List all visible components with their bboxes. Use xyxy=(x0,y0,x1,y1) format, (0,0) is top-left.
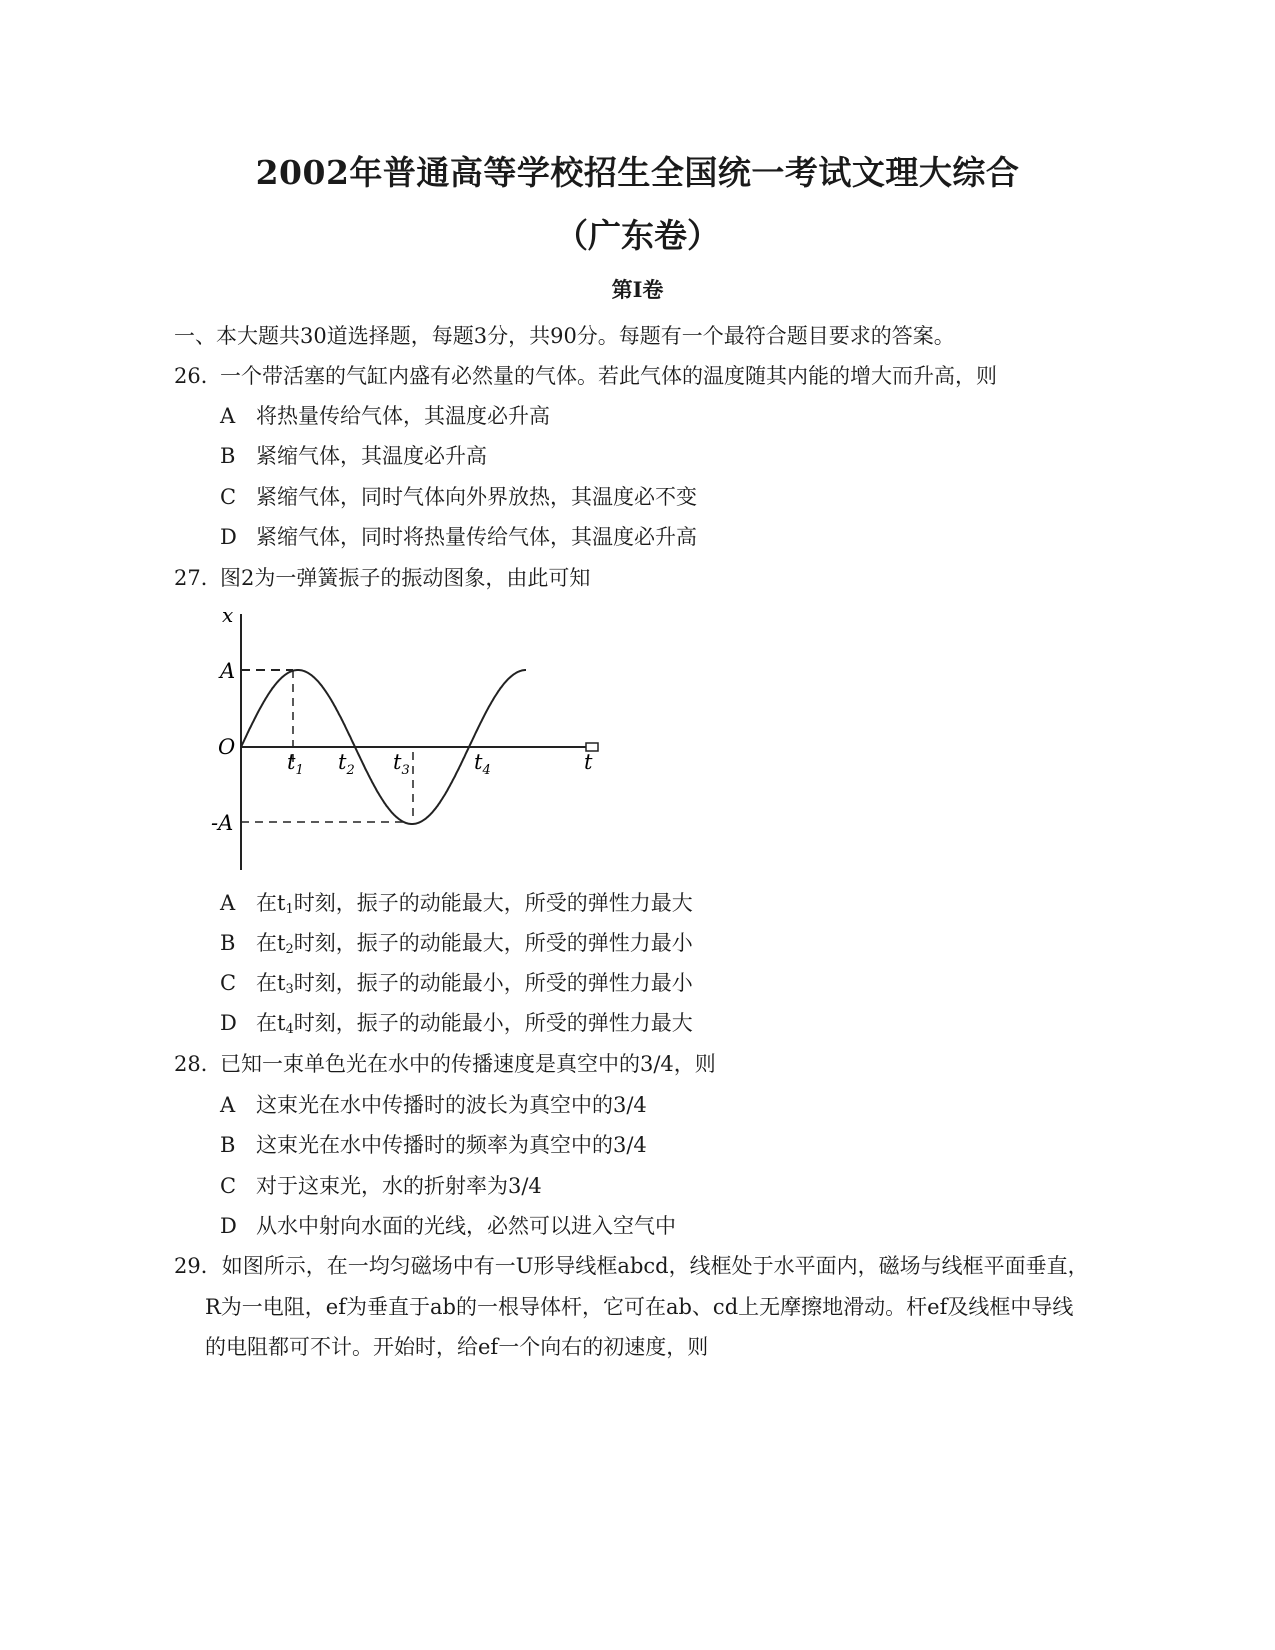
origin-label: O xyxy=(218,735,236,759)
question-27 xyxy=(174,568,590,589)
question-number: 27． xyxy=(174,566,222,590)
t4-label: $t_4$ xyxy=(474,750,491,778)
option-27-a: A 在$t_1$时刻，振子的动能最大，所受的弹性力最大 xyxy=(220,891,693,917)
question-number: 29． xyxy=(174,1254,222,1278)
option-text: 将热量传给气体，其温度必升高 xyxy=(256,404,550,428)
exam-subtitle: （广东卷） xyxy=(555,216,720,255)
option-26-c xyxy=(220,487,697,508)
option-27-d: D 在$t_4$时刻，振子的动能最小，所受的弹性力最大 xyxy=(220,1011,693,1037)
question-28 xyxy=(174,1054,716,1075)
exam-title: 2002年普通高等学校招生全国统一考试文理大综合 xyxy=(255,153,1020,192)
option-text: 对于这束光，水的折射率为3/4 xyxy=(256,1174,542,1198)
option-text: 紧缩气体，同时气体向外界放热，其温度必不变 xyxy=(256,485,697,509)
question-number: 28． xyxy=(174,1052,222,1076)
option-text: 从水中射向水面的光线，必然可以进入空气中 xyxy=(256,1214,676,1238)
question-text: 一个带活塞的气缸内盛有必然量的气体。若此气体的温度随其内能的增大而升高，则 xyxy=(220,364,997,388)
option-28-d xyxy=(220,1216,676,1237)
question-text: 已知一束单色光在水中的传播速度是真空中的3/4，则 xyxy=(220,1052,716,1076)
option-letter: B xyxy=(220,931,236,955)
option-letter: D xyxy=(220,1011,237,1035)
question-number: 26． xyxy=(174,364,222,388)
part-heading: 第Ⅰ卷 xyxy=(611,277,664,302)
option-letter: A xyxy=(220,404,236,428)
option-26-a xyxy=(220,406,550,427)
amplitude-label: A xyxy=(220,659,236,683)
option-28-a xyxy=(220,1095,647,1116)
question-text: 图2为一弹簧振子的振动图象，由此可知 xyxy=(220,566,591,590)
option-text: 紧缩气体，其温度必升高 xyxy=(256,444,487,468)
x-axis-label: t xyxy=(584,750,593,774)
t3-label: $t_3$ xyxy=(393,750,410,778)
question-text-line-2: R为一电阻，ef为垂直于ab的一根导体杆，它可在ab、cd上无摩擦地滑动。杆ef及线框中导线 xyxy=(205,1295,1074,1319)
t1-label: $t_1$ xyxy=(287,750,304,778)
option-27-c: C 在$t_3$时刻，振子的动能最小，所受的弹性力最小 xyxy=(220,971,693,997)
option-28-c xyxy=(220,1176,542,1197)
option-letter: A xyxy=(220,891,236,915)
option-28-b xyxy=(220,1135,647,1156)
option-letter: A xyxy=(220,1093,236,1117)
question-26 xyxy=(174,366,997,387)
option-letter: D xyxy=(220,525,237,549)
option-text: 这束光在水中传播时的波长为真空中的3/4 xyxy=(256,1093,647,1117)
option-text: 紧缩气体，同时将热量传给气体，其温度必升高 xyxy=(256,525,697,549)
option-letter: C xyxy=(220,485,237,509)
instructions: 一、本大题共30道选择题，每题3分，共90分。每题有一个最符合题目要求的答案。 xyxy=(174,324,955,348)
oscillation-graph xyxy=(200,602,620,877)
option-letter: D xyxy=(220,1214,237,1238)
question-29 xyxy=(174,1256,1089,1277)
question-text-line-3: 的电阻都可不计。开始时，给ef一个向右的初速度，则 xyxy=(205,1335,709,1359)
option-letter: C xyxy=(220,1174,237,1198)
option-26-b xyxy=(220,446,487,467)
option-letter: B xyxy=(220,1133,236,1157)
t2-label: $t_2$ xyxy=(338,750,355,778)
question-text-line-1: 如图所示，在一均匀磁场中有一U形导线框abcd，线框处于水平面内，磁场与线框平面垂直， xyxy=(221,1254,1089,1278)
option-26-d xyxy=(220,527,697,548)
option-27-b: B 在$t_2$时刻，振子的动能最大，所受的弹性力最小 xyxy=(220,931,693,957)
option-letter: B xyxy=(220,444,236,468)
y-axis-label: x xyxy=(222,603,234,627)
option-letter: C xyxy=(220,971,237,995)
option-text: 这束光在水中传播时的频率为真空中的3/4 xyxy=(256,1133,647,1157)
negative-amplitude-label: -A xyxy=(211,811,234,835)
